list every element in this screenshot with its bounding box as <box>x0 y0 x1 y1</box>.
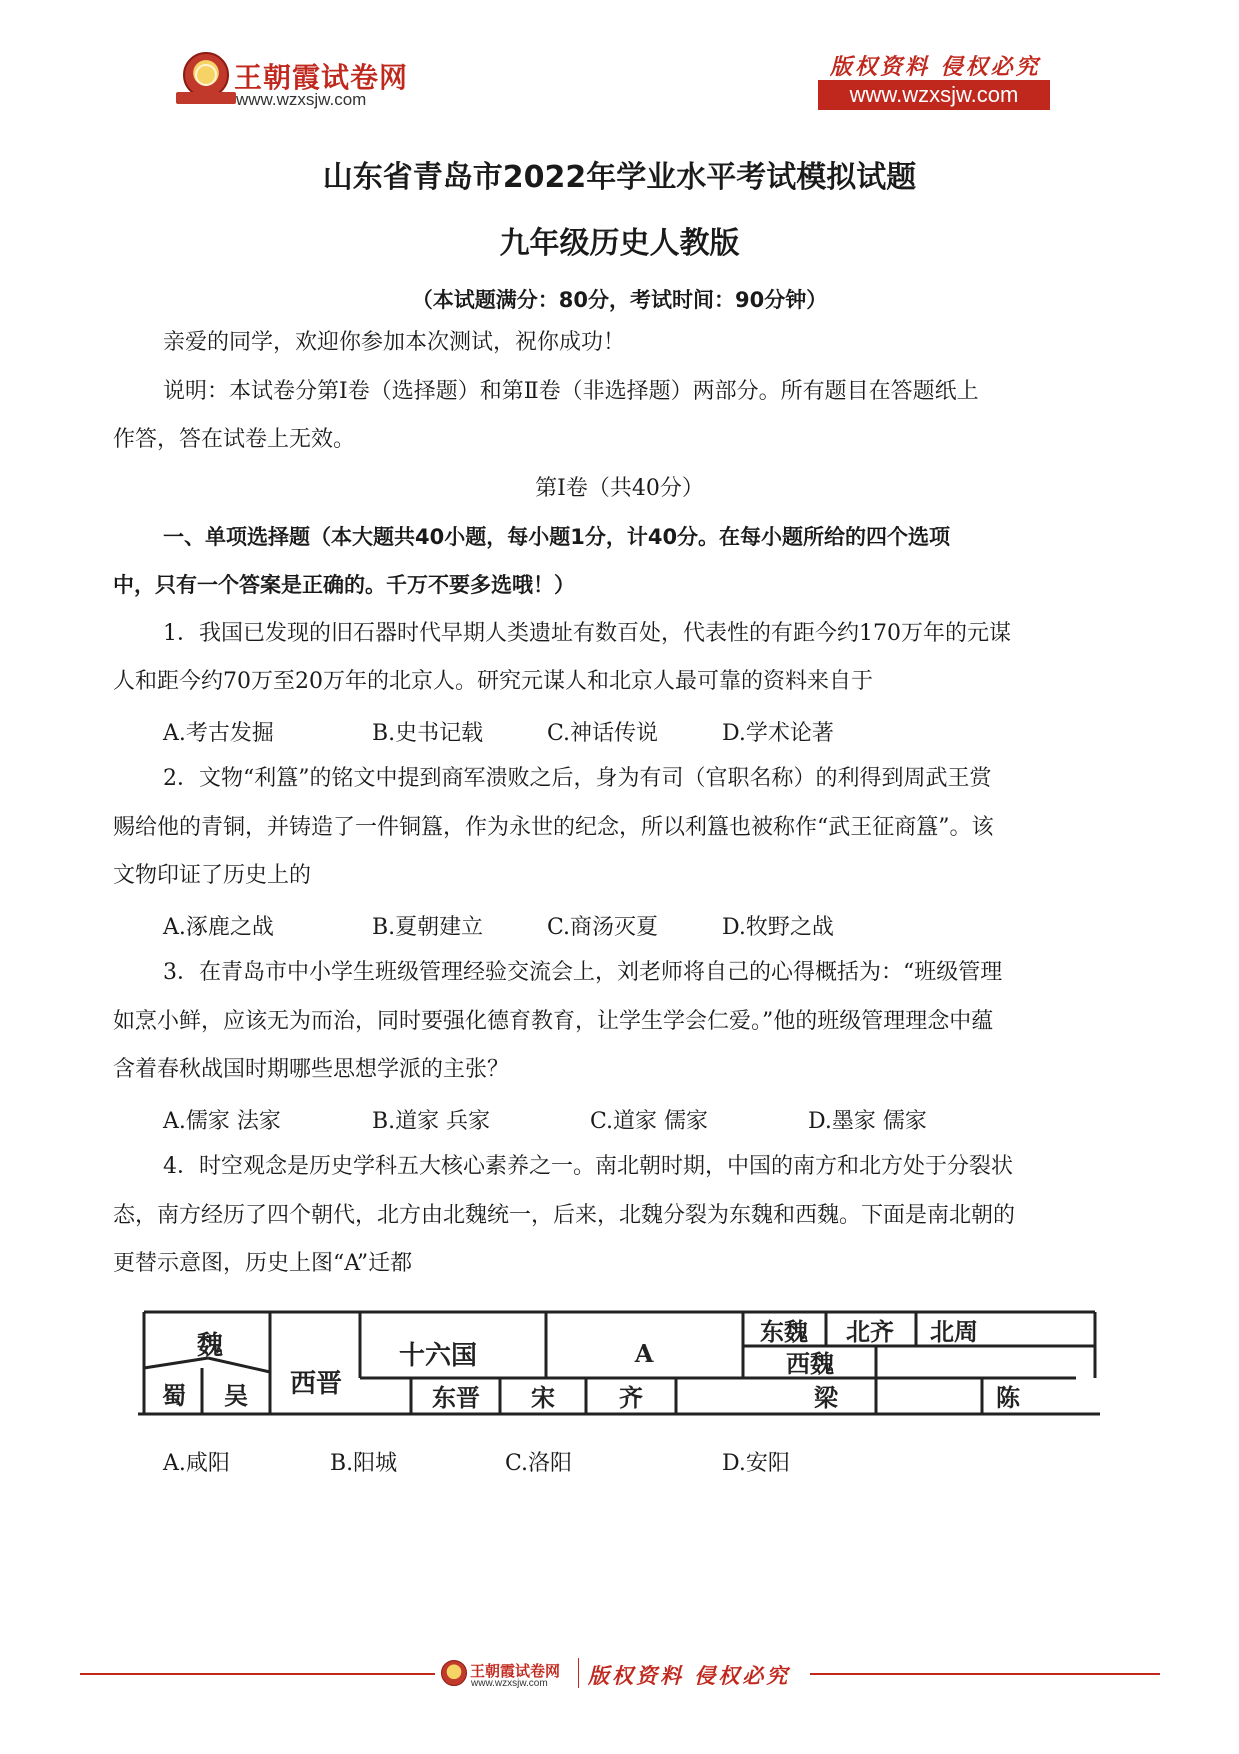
timeline-dongwei: 东魏 <box>760 1317 808 1346</box>
timeline-qi: 齐 <box>619 1383 643 1412</box>
footer-brand-name: 王朝霞试卷网 <box>470 1662 561 1680</box>
timeline-svg <box>138 1302 1100 1430</box>
question-1-option-a: A.考古发掘 <box>163 721 274 746</box>
timeline-chen: 陈 <box>996 1383 1020 1412</box>
dynasty-timeline-diagram <box>138 1302 1100 1430</box>
section-instruction-1: 一、单项选择题（本大题共40小题，每小题1分，计40分。在每小题所给的四个选项 <box>163 525 951 549</box>
brand-url: www.wzxsjw.com <box>236 90 367 109</box>
timeline-xijin: 西晋 <box>289 1369 343 1399</box>
question-1-option-d: D.学术论著 <box>722 721 834 746</box>
question-2-option-d: D.牧野之战 <box>722 915 834 940</box>
question-3-line-2: 如烹小鲜，应该无为而治，同时要强化德育教育，让学生学会仁爱。”他的班级管理理念中蕴 <box>113 1009 994 1034</box>
copyright-notice: 版权资料 侵权必究 <box>830 55 1041 80</box>
question-2-option-c: C.商汤灭夏 <box>547 915 659 940</box>
question-4-line-1: 4．时空观念是历史学科五大核心素养之一。南北朝时期，中国的南方和北方处于分裂状 <box>163 1154 1013 1179</box>
timeline-wei: 魏 <box>196 1331 224 1361</box>
timeline-dongjin: 东晋 <box>432 1383 480 1412</box>
timeline-beizhou: 北周 <box>930 1317 978 1346</box>
question-3-option-b: B.道家 兵家 <box>372 1109 491 1134</box>
footer-rule-right <box>810 1673 1160 1675</box>
copyright-url: www.wzxsjw.com <box>818 80 1050 110</box>
timeline-xiwei: 西魏 <box>786 1349 834 1378</box>
exam-title: 山东省青岛市2022年学业水平考试模拟试题 <box>322 160 917 195</box>
timeline-beiqi: 北齐 <box>846 1317 894 1346</box>
question-4-option-b: B.阳城 <box>330 1451 398 1476</box>
question-1-line-1: 1．我国已发现的旧石器时代早期人类遗址有数百处，代表性的有距今约170万年的元谋 <box>163 621 1011 646</box>
exam-info: （本试题满分：80分，考试时间：90分钟） <box>411 288 828 312</box>
section-heading: 第Ⅰ卷（共40分） <box>535 476 704 501</box>
footer-logo-icon <box>441 1660 467 1686</box>
question-3-line-3: 含着春秋战国时期哪些思想学派的主张？ <box>113 1057 510 1082</box>
note-line-1: 说明：本试卷分第Ⅰ卷（选择题）和第Ⅱ卷（非选择题）两部分。所有题目在答题纸上 <box>163 379 979 404</box>
timeline-wu: 吴 <box>224 1381 248 1410</box>
timeline-song: 宋 <box>531 1383 555 1412</box>
question-1-option-b: B.史书记载 <box>372 721 484 746</box>
question-2-line-2: 赐给他的青铜，并铸造了一件铜簋，作为永世的纪念，所以利簋也被称作“武王征商簋”。该 <box>113 815 994 840</box>
question-4-option-a: A.咸阳 <box>163 1451 230 1476</box>
brand-logo-ribbon <box>176 92 236 104</box>
question-2-option-b: B.夏朝建立 <box>372 915 484 940</box>
exam-subtitle: 九年级历史人教版 <box>499 226 740 261</box>
question-3-option-d: D.墨家 儒家 <box>808 1109 927 1134</box>
footer-copyright: 版权资料 侵权必究 <box>588 1664 791 1688</box>
section-instruction-2: 中，只有一个答案是正确的。千万不要多选哦！） <box>113 573 575 597</box>
timeline-sixteen-kingdoms: 十六国 <box>398 1341 478 1371</box>
question-3-option-a: A.儒家 法家 <box>163 1109 281 1134</box>
question-1-line-2: 人和距今约70万至20万年的北京人。研究元谋人和北京人最可靠的资料来自于 <box>113 669 873 694</box>
timeline-liang: 梁 <box>814 1383 838 1412</box>
footer-brand-url: www.wzxsjw.com <box>471 1678 548 1689</box>
question-2-line-1: 2．文物“利簋”的铭文中提到商军溃败之后，身为有司（官职名称）的利得到周武王赏 <box>163 766 992 791</box>
footer-separator <box>578 1658 579 1688</box>
question-4-option-d: D.安阳 <box>722 1451 790 1476</box>
footer-rule-left <box>80 1673 435 1675</box>
question-3-line-1: 3．在青岛市中小学生班级管理经验交流会上，刘老师将自己的心得概括为：“班级管理 <box>163 960 1003 985</box>
question-4-line-2: 态，南方经历了四个朝代，北方由北魏统一，后来，北魏分裂为东魏和西魏。下面是南北朝的 <box>113 1203 1016 1228</box>
greeting: 亲爱的同学，欢迎你参加本次测试，祝你成功！ <box>163 330 626 355</box>
question-3-option-c: C.道家 儒家 <box>590 1109 709 1134</box>
note-line-2: 作答，答在试卷上无效。 <box>113 427 356 452</box>
question-4-option-c: C.洛阳 <box>505 1451 573 1476</box>
question-1-option-c: C.神话传说 <box>547 721 659 746</box>
question-2-option-a: A.涿鹿之战 <box>163 915 274 940</box>
question-2-line-3: 文物印证了历史上的 <box>113 863 312 888</box>
timeline-shu: 蜀 <box>162 1381 186 1410</box>
question-4-line-3: 更替示意图，历史上图“A”迁都 <box>113 1251 413 1276</box>
brand-name: 王朝霞试卷网 <box>234 61 409 94</box>
timeline-a: A <box>634 1339 654 1368</box>
